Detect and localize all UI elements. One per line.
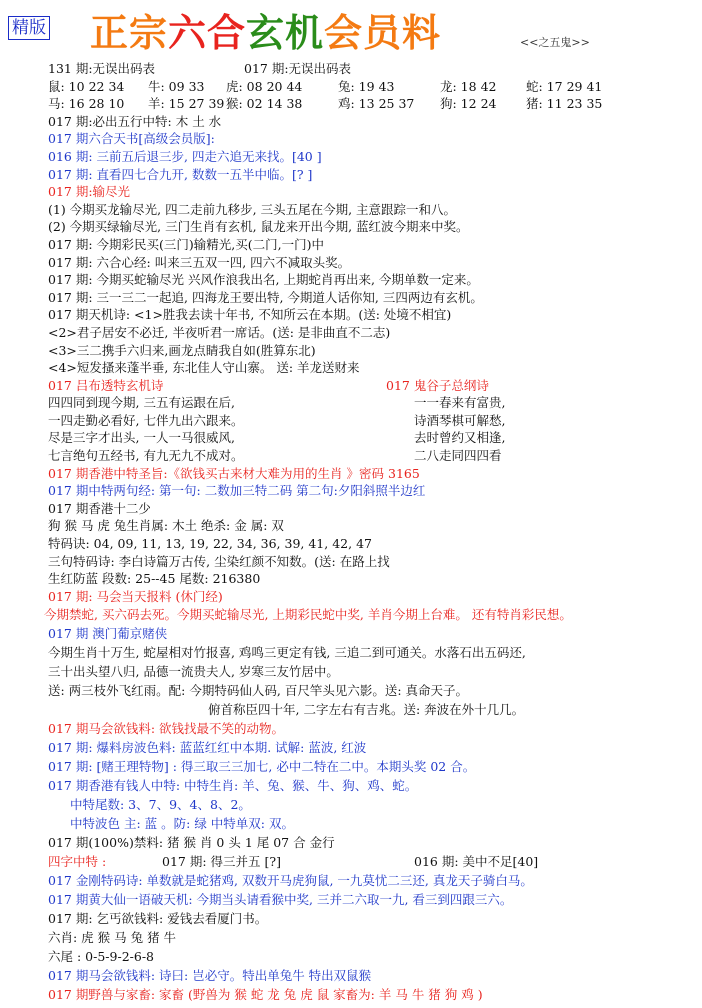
table-cell: 羊: 15 27 39 <box>148 96 225 112</box>
four-char-016: 016 期: 美中不足[40] <box>414 854 539 870</box>
title-part-3: 玄机 <box>246 11 325 55</box>
text-line: 六尾 : 0-5-9-2-6-8 <box>48 949 154 965</box>
text-line: 017 期黄大仙一语破天机: 今期当头请看猴中奖, 三并二六取一九, 看三到四跟三六。 <box>48 892 513 908</box>
table-cell: 猪: 11 23 35 <box>526 96 603 112</box>
text-line: 017 期天机诗: <1>胜我去读十年书, 不知所云在本期。(送: 处境不相宜) <box>48 307 452 323</box>
table-cell: 兔: 19 43 <box>338 78 395 94</box>
title-part-4: 会员料 <box>324 11 442 55</box>
text-line: 017 期马会欲钱料: 欲钱找最不笑的动物。 <box>48 721 285 737</box>
poem-line-right: 去时曾约又相逢, <box>414 430 506 446</box>
premium-badge: 精版 <box>8 16 50 40</box>
poem-line-right: 二八走同四四看 <box>414 448 502 464</box>
poem-line-right: 诗酒琴棋可解愁, <box>414 412 506 428</box>
text-line: 017 期香港中特圣旨:《欲钱买古来材大难为用的生肖 》密码 3165 <box>48 465 420 481</box>
poem-line-left: 七言绝句五经书, 有九无九不成对。 <box>48 448 244 464</box>
text-line: 俯首称臣四十年, 二字左右有吉兆。送: 奔波在外十几几。 <box>208 702 525 718</box>
table-header-row <box>48 60 696 78</box>
poem-line-left: 尽是三字才出头, 一人一马很威风, <box>48 430 235 446</box>
text-line: 017 期: 乞丐欲钱料: 爱钱去看厦门书。 <box>48 911 268 927</box>
text-line: 中特尾数: 3、7、9、4、8、2。 <box>70 797 251 813</box>
four-char-label: 四字中特 : <box>48 854 107 870</box>
table-cell: 龙: 18 42 <box>440 78 497 94</box>
text-line: (1) 今期买龙输尽光, 四二走前九移步, 三头五尾在今期, 主意跟踪一和八。 <box>48 201 457 217</box>
text-line: <3>三二携手六归来,画龙点睛我自如(胜算东北) <box>48 342 316 358</box>
text-line: 017 期六合天书[高级会员版]: <box>48 131 215 147</box>
text-line: 017 期: 今期买蛇输尽光 兴风作浪我出名, 上期蛇肖再出来, 今期单数一定来。 <box>48 272 479 288</box>
text-line: 017 期: 马会当天报料 (休门经) <box>48 588 223 604</box>
text-line: 017 期: 爆料房波色料: 蓝蓝红红中本期. 试解: 蓝波, 红波 <box>48 740 367 756</box>
poem-row <box>48 447 696 465</box>
text-line: <4>短发搔来蓬半垂, 东北佳人守山寨。 送: 羊龙送财来 <box>48 360 360 376</box>
poem-line-left: 四四同到现今期, 三五有运跟在后, <box>48 395 235 411</box>
text-line: 017 期:必出五行中特: 木 土 水 <box>48 113 222 129</box>
table-row <box>48 95 696 113</box>
page-title <box>90 2 441 57</box>
table-cell: 鸡: 13 25 37 <box>338 96 415 112</box>
table-cell: 猴: 02 14 38 <box>226 96 303 112</box>
poem-title-guiguzi: 017 鬼谷子总纲诗 <box>386 377 489 393</box>
poem-titles <box>48 377 696 395</box>
poem-row <box>48 394 696 412</box>
title-part-2: 六合 <box>168 11 247 55</box>
table-cell: 牛: 09 33 <box>148 78 205 94</box>
text-line: 017 期香港有钱人中特: 中特生肖: 羊、兔、猴、牛、狗、鸡、蛇。 <box>48 778 418 794</box>
text-line: 中特波色 主: 蓝 。防: 绿 中特单双: 双。 <box>70 816 294 832</box>
poem-line-left: 一四走勤必看好, 七伴九出六跟来。 <box>48 412 244 428</box>
text-line: 017 期: [赌王理特物] : 得三取三三加七, 必中二特在二中。本期头奖 02 合。 <box>48 759 476 775</box>
text-line: 生红防蓝 段数: 25--45 尾数: 216380 <box>48 571 261 587</box>
text-line: 016 期: 三前五后退三步, 四走六追无来找。[40 ] <box>48 148 322 164</box>
title-part-1: 正宗 <box>90 11 169 55</box>
text-line: 今期禁蛇, 买六码去死。今期买蛇输尽光, 上期彩民蛇中奖, 羊肖今期上台难。 还有特肖彩民想。 <box>44 607 572 623</box>
text-line: 017 期: 今期彩民买(三门)输精光,买(二门,一门)中 <box>48 236 324 252</box>
table-header-017: 017 期:无误出码表 <box>244 61 352 76</box>
table-cell: 鼠: 10 22 34 <box>48 78 125 94</box>
four-char-017: 017 期: 得三并五 [?] <box>162 854 281 870</box>
table-cell: 虎: 08 20 44 <box>226 78 303 94</box>
text-line: 017 期:输尽光 <box>48 184 131 200</box>
text-line: 送: 两三枝外飞红雨。配: 今期特码仙人码, 百尺竿头见六影。送: 真命天子。 <box>48 683 469 699</box>
table-cell: 狗: 12 24 <box>440 96 497 112</box>
text-line: 狗 猴 马 虎 兔生肖属: 木土 绝杀: 金 属: 双 <box>48 518 284 534</box>
header <box>0 0 702 58</box>
text-line: 017 期: 六合心经: 叫来三五双一四, 四六不减取头奖。 <box>48 254 351 270</box>
text-line: 017 期香港十二少 <box>48 500 151 516</box>
text-line-multi <box>48 852 696 871</box>
table-cell: 蛇: 17 29 41 <box>526 78 603 94</box>
content <box>44 60 696 1004</box>
table-row <box>48 78 696 96</box>
text-line: 017 期野兽与家畜: 家畜 (野兽为 猴 蛇 龙 兔 虎 鼠 家畜为: 羊 马 牛 猪 狗 鸡 ) <box>48 987 483 1003</box>
text-line: <2>君子居安不必迁, 半夜听君一席话。(送: 是非曲直不二志) <box>48 324 391 340</box>
text-line: 017 金刚特码诗: 单数就是蛇猪鸡, 双数开马虎狗鼠, 一九莫忧二三还, 真龙天子骑白马。 <box>48 873 533 889</box>
text-line: 三十出头望八归, 品德一流贵夫人, 岁寒三友竹居中。 <box>48 664 339 680</box>
poem-line-right: 一一春来有富贵, <box>414 395 506 411</box>
text-line: (2) 今期买绿输尽光, 三门生肖有玄机, 鼠龙来开出今期, 蓝红波今期来中奖。 <box>48 219 469 235</box>
text-line: 特码诀: 04, 09, 11, 13, 19, 22, 34, 36, 39, 41, 42, 47 <box>48 536 372 552</box>
text-line: 017 期 澳门葡京赌侠 <box>48 626 168 642</box>
text-line: 今期生肖十万生, 蛇屋相对竹报喜, 鸡鸣三更定有钱, 三追二到可通关。水落石出五码还, <box>48 645 526 661</box>
text-line: 017 期: 三一三二一起追, 四海龙王要出特, 今期道人话你知, 三四两边有玄机。 <box>48 289 483 305</box>
text-line: 017 期(100%)禁料: 猪 猴 肖 0 头 1 尾 07 合 金行 <box>48 835 335 851</box>
table-header-131: 131 期:无误出码表 <box>48 61 156 76</box>
text-line: 三句特码诗: 李白诗篇万古传, 尘染红颜不知数。(送: 在路上找 <box>48 553 390 569</box>
table-cell: 马: 16 28 10 <box>48 96 125 112</box>
text-line: 017 期中特两句经: 第一句: 二数加三特二码 第二句:夕阳斜照半边红 <box>48 483 426 499</box>
poem-row <box>48 429 696 447</box>
text-line: 017 期马会欲钱料: 诗曰: 岂必守。特出单兔牛 特出双鼠猴 <box>48 968 372 984</box>
poem-row <box>48 412 696 430</box>
text-line: 017 期: 直看四七合九开, 数数一五半中临。[? ] <box>48 166 313 182</box>
page-subtitle: <<之五鬼>> <box>520 36 590 49</box>
poem-title-lvbu: 017 吕布透特玄机诗 <box>48 377 164 393</box>
text-line: 六肖: 虎 猴 马 兔 猪 牛 <box>48 930 177 946</box>
